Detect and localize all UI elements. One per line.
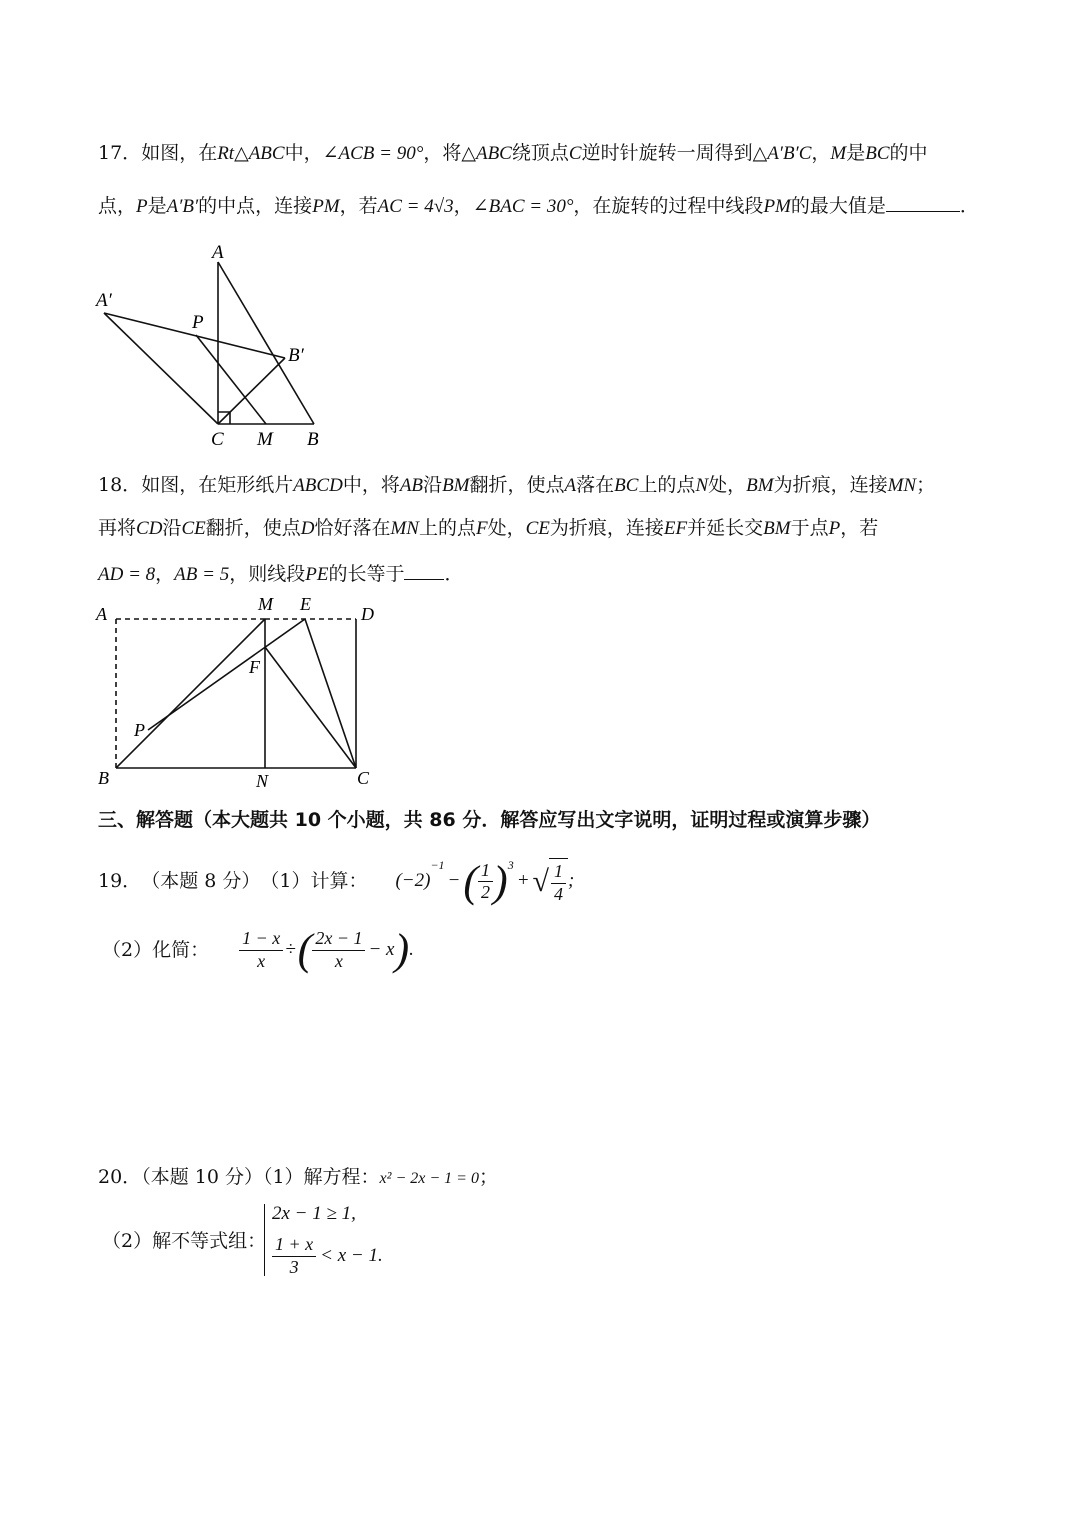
q19-expr-2: $\frac{1 - x}{x}$ ÷ ( $\frac{2x - 1}{x}$ − x ) . <box>239 928 414 972</box>
q19-part-1: 19． （本题 8 分） （1）计算： (−2) −1 − ( $\frac{1}{2}$ ) 3 + √ $\frac{1}{4}$ ; <box>98 856 575 906</box>
q17-seg-BpC <box>218 358 285 424</box>
q18-label-B: B <box>98 768 109 788</box>
q20-part-2-label: （2）解不等式组： <box>102 1230 267 1252</box>
q18-line-3: AD = 8，AB = 5，则线段PE的长等于 ． <box>98 563 464 585</box>
q17-label-C: C <box>211 429 224 450</box>
q18-figure <box>90 590 390 795</box>
q18-seg-EC <box>305 619 356 768</box>
q20-system-brace <box>264 1204 265 1276</box>
q17-seg-AB <box>218 262 314 424</box>
q18-label-E: E <box>300 594 311 614</box>
q18-label-N: N <box>256 771 269 791</box>
q18-label-P: P <box>134 720 145 740</box>
q17-answer-blank[interactable] <box>886 193 960 212</box>
q18-seg-BM <box>116 619 265 768</box>
q19-sqrt: √ $\frac{1}{4}$ <box>533 858 568 905</box>
q17-figure <box>90 240 340 455</box>
q18-line-2: 再将CD沿CE翻折，使点D恰好落在MN上的点F处，CE为折痕，连接EF并延长交BM于点P，若 <box>98 517 879 539</box>
q18-label-F: F <box>249 657 260 677</box>
q18-line-1: 18．如图，在矩形纸片ABCD中，将AB沿BM翻折，使点A落在BC上的点N处，BM为折痕，连接MN； <box>98 474 936 496</box>
q18-label-A: A <box>96 604 107 624</box>
q17-label-Ap: A′ <box>96 290 112 311</box>
q19-expr-1: (−2) −1 − ( $\frac{1}{2}$ ) 3 + √ $\frac{1}{4}$ ; <box>395 856 575 906</box>
q17-line-1: 17．如图，在Rt△ABC中，∠ACB = 90°，将△ABC绕顶点C逆时针旋转一周得到△A′B′C，M是BC的中 <box>98 142 928 164</box>
q20-part-1: 20．（本题 10 分）（1）解方程：x² − 2x − 1 = 0； <box>98 1166 498 1188</box>
q17-label-B: B <box>307 429 319 450</box>
section-3-heading: 三、解答题（本大题共 10 个小题，共 86 分．解答应写出文字说明，证明过程或演算步骤） <box>98 809 881 831</box>
q19-part-2: （2）化简： $\frac{1 - x}{x}$ ÷ ( $\frac{2x - 1}{x}$ − x ) . <box>102 925 414 975</box>
q17-label-Bp: B′ <box>288 345 304 366</box>
q18-label-D: D <box>361 604 374 624</box>
q18-seg-FC <box>265 647 356 768</box>
q18-answer-blank[interactable] <box>404 561 444 580</box>
q17-label-M: M <box>257 429 273 450</box>
q17-label-A: A <box>212 242 224 263</box>
q20-ineq-2: $\frac{1 + x}{3}$ < x − 1. <box>272 1234 383 1278</box>
q18-label-C: C <box>357 768 370 788</box>
q17-line-2: 点，P是A′B′的中点，连接PM，若AC = 4√3，∠BAC = 30°，在旋转的过程中线段PM的最大值是 ． <box>98 195 979 217</box>
q17-label-P: P <box>192 312 204 333</box>
q18-label-M: M <box>258 594 273 614</box>
q20-ineq-1: 2x − 1 ≥ 1, <box>272 1203 356 1224</box>
q18-seg-PE <box>148 619 305 730</box>
